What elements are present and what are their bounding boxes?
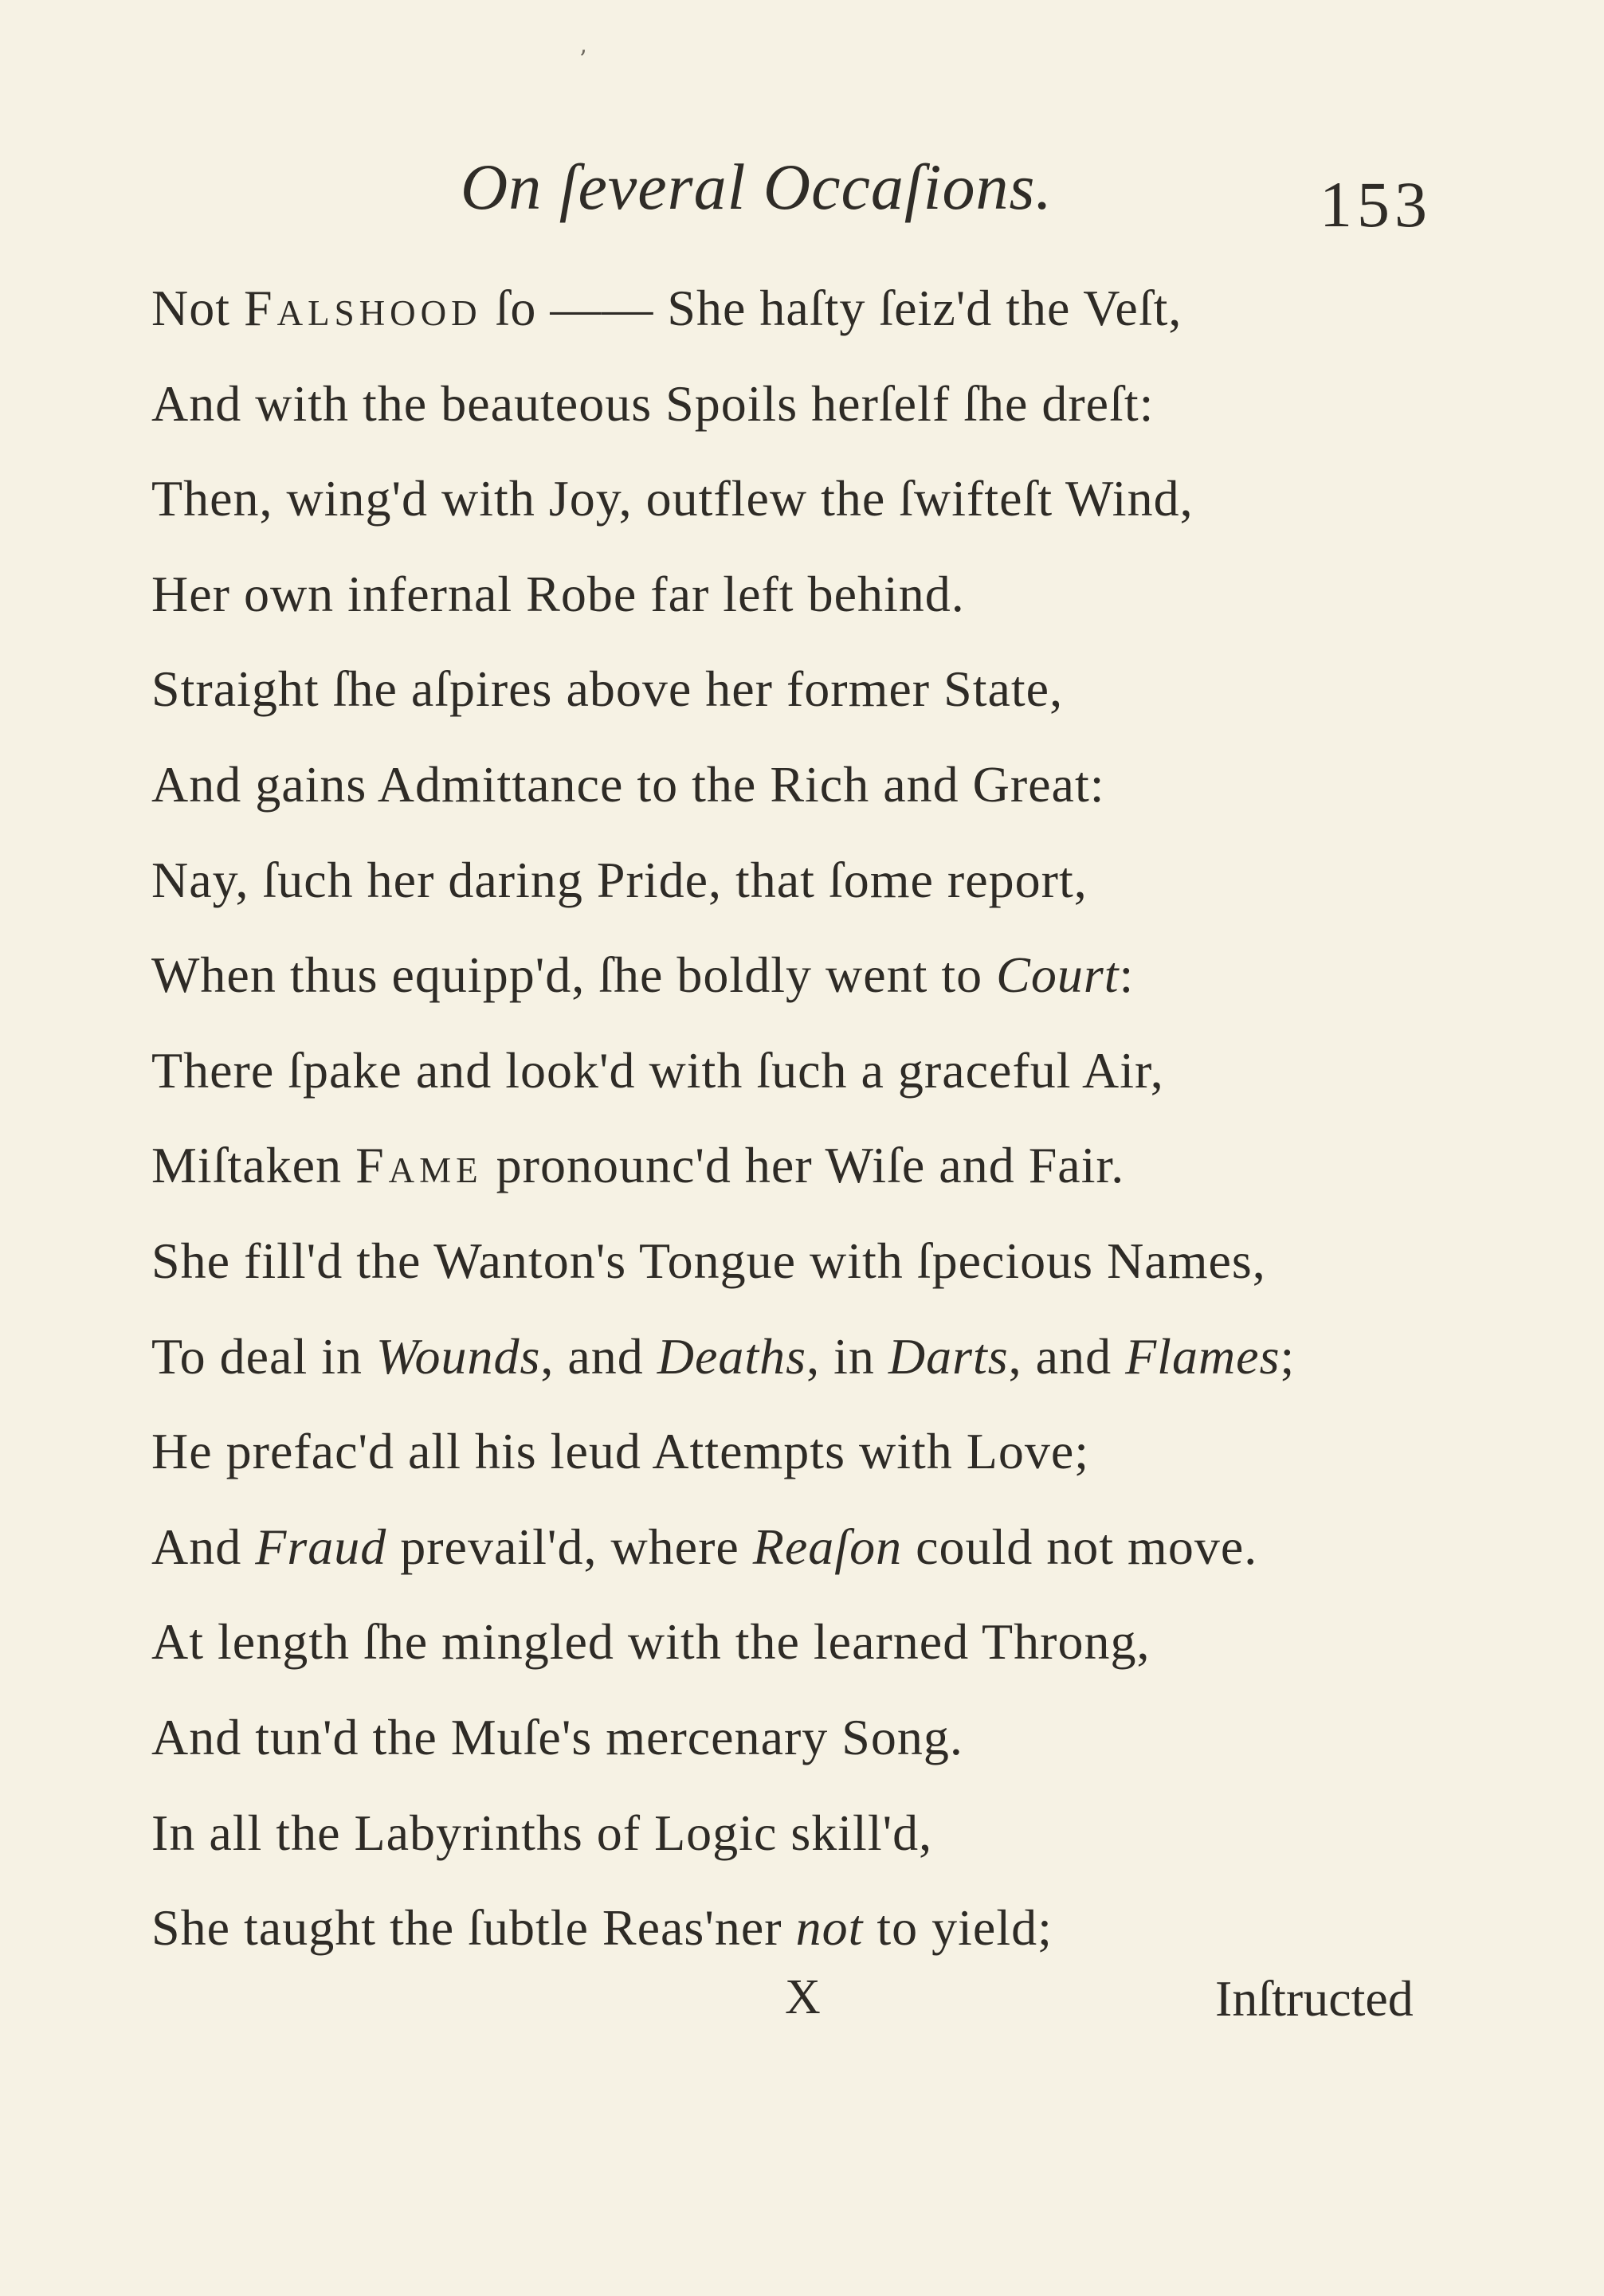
line-text: : [1119,946,1135,1004]
line-text: And tun'd the Muſe's mercenary Song. [151,1708,963,1765]
verse-line [151,749,1506,844]
small-caps-text: Falshood [244,280,482,336]
line-text: , and [540,1327,657,1385]
line-text: She taught the ſubtle Reas'ner [151,1899,796,1957]
verse-line [151,1416,1506,1511]
line-text: Nay, ſuch her daring Pride, that ſome report, [151,851,1088,908]
line-text: , and [1008,1327,1126,1385]
line-text: could not move. [902,1518,1258,1575]
line-text: ſo —— She haſty ſeiz'd the Veſt, [481,280,1182,336]
verse-line [151,1035,1506,1130]
line-text: Straight ſhe aſpires above her former State, [151,660,1064,718]
verse-line [151,368,1506,464]
line-text: Not [151,280,244,336]
line-text: To deal in [151,1327,376,1385]
catchword: Inſtructed [1215,1970,1414,2027]
verse-line [151,1321,1506,1416]
line-text: He prefac'd all his leud Attempts with Love; [151,1423,1090,1480]
verse-line [151,1606,1506,1702]
italic-text: Darts [888,1327,1009,1385]
line-text: Then, wing'd with Joy, outflew the ſwifteſt Wind, [151,470,1194,527]
italic-text: Flames [1125,1327,1280,1385]
italic-text: Reaſon [752,1518,903,1575]
line-text: In all the Labyrinths of Logic skill'd, [151,1804,933,1861]
verse-line [151,272,1506,368]
line-text: There ſpake and look'd with ſuch a graceful Air, [151,1041,1164,1099]
line-text: Miſtaken [151,1137,356,1194]
line-text: And gains Admittance to the Rich and Great: [151,755,1105,813]
italic-text: Court [996,946,1120,1004]
verse-line [151,1511,1506,1607]
line-text: And with the beauteous Spoils herſelf ſhe dreſt: [151,374,1155,432]
line-text: ; [1280,1327,1296,1385]
line-text: And [151,1518,256,1575]
small-caps-text: Fame [355,1137,483,1194]
verse-line [151,1797,1506,1893]
verse-line [151,1130,1506,1225]
italic-text: Wounds [376,1327,541,1385]
page-number: 153 [1320,168,1432,241]
line-text: , in [806,1327,888,1385]
line-text: prevail'd, where [386,1518,753,1575]
italic-text: Fraud [255,1518,387,1575]
line-text: When thus equipp'd, ſhe boldly went to [151,946,997,1004]
line-text: Her own infernal Robe far left behind. [151,565,965,622]
italic-text: not [795,1899,864,1957]
running-head: On ſeveral Occaſions. [461,151,1053,223]
verse-line [151,463,1506,558]
poem-verse [151,272,1506,1988]
line-text: pronounc'd her Wiſe and Fair. [482,1137,1125,1194]
signature-mark: X [785,1970,821,2024]
verse-line [151,1702,1506,1797]
verse-line [151,653,1506,749]
italic-text: Deaths [657,1327,807,1385]
line-text: At length ſhe mingled with the learned Throng, [151,1613,1151,1671]
line-text: to yield; [863,1899,1053,1957]
verse-line [151,844,1506,940]
line-text: She fill'd the Wanton's Tongue with ſpecious Names, [151,1232,1266,1289]
verse-line [151,1225,1506,1321]
verse-line [151,558,1506,654]
verse-line [151,939,1506,1035]
stray-mark: ʼ [578,46,586,74]
